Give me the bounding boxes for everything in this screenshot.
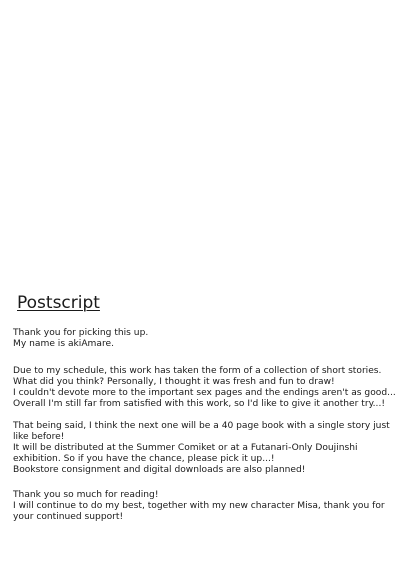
text-line: I couldn't devote more to the important sex pages and the endings aren't as good... bbox=[13, 388, 396, 398]
text-line: Thank you so much for reading! bbox=[13, 490, 159, 500]
text-line: My name is akiAmare. bbox=[13, 339, 114, 349]
text-line: It will be distributed at the Summer Comiket or at a Futanari-Only Doujinshi bbox=[13, 443, 358, 453]
text-line: Thank you for picking this up. bbox=[13, 328, 149, 338]
text-line: What did you think? Personally, I thought it was fresh and fun to draw! bbox=[13, 377, 335, 387]
text-line: Due to my schedule, this work has taken the form of a collection of short stories. bbox=[13, 366, 382, 376]
text-line: That being said, I think the next one will be a 40 page book with a single story just bbox=[13, 421, 390, 431]
text-line: your continued support! bbox=[13, 512, 124, 522]
text-line: I will continue to do my best, together with my new character Misa, thank you for bbox=[13, 501, 385, 511]
text-line: exhibition. So if you have the chance, please pick it up...! bbox=[13, 454, 275, 464]
paragraph-greeting bbox=[13, 328, 393, 350]
postscript-title: Postscript bbox=[17, 293, 100, 313]
text-line: Overall I'm still far from satisfied with this work, so I'd like to give it another try...! bbox=[13, 399, 385, 409]
paragraph-thanks bbox=[13, 490, 393, 523]
text-line: like before! bbox=[13, 432, 65, 442]
paragraph-next-book bbox=[13, 421, 393, 476]
text-line: Bookstore consignment and digital downloads are also planned! bbox=[13, 465, 306, 475]
paragraph-reflection bbox=[13, 366, 396, 410]
